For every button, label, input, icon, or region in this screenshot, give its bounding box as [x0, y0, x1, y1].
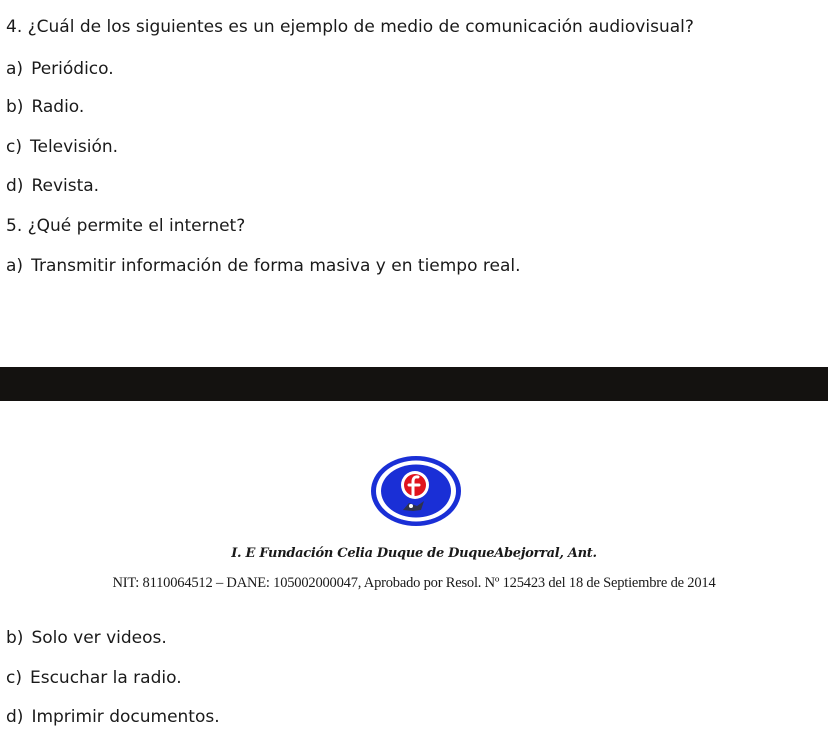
option-letter: d): [6, 707, 24, 727]
option-text: Televisión.: [29, 137, 119, 157]
option-text: Escuchar la radio.: [29, 668, 182, 688]
q4-option-c: [6, 136, 118, 158]
option-letter: d): [6, 176, 24, 196]
option-letter: c): [6, 137, 22, 157]
option-text: Solo ver videos.: [31, 628, 167, 648]
school-name: I. E Fundación Celia Duque de DuqueAbejorral, Ant.: [231, 546, 597, 561]
option-letter: b): [6, 628, 24, 648]
option-letter: a): [6, 256, 24, 276]
option-letter: b): [6, 97, 24, 117]
question-5: 5. ¿Qué permite el internet?: [6, 216, 246, 236]
option-text: Transmitir información de forma masiva y en tiempo real.: [31, 256, 521, 276]
school-nit-line: NIT: 8110064512 – DANE: 105002000047, Aprobado por Resol. Nº 125423 del 18 de Septiembre de 2014: [112, 575, 716, 591]
school-logo-icon: [369, 454, 463, 530]
q5-option-c: [6, 667, 182, 689]
q5-option-a: [6, 255, 521, 277]
q5-option-d: [6, 706, 220, 728]
page-divider-band: [0, 367, 828, 401]
option-letter: a): [6, 59, 24, 79]
q4-option-d: [6, 175, 99, 197]
option-text: Imprimir documentos.: [31, 707, 220, 727]
q4-option-a: [6, 58, 114, 80]
option-letter: c): [6, 668, 22, 688]
option-text: Radio.: [31, 97, 85, 117]
q4-option-b: [6, 96, 84, 118]
option-text: Revista.: [31, 176, 100, 196]
question-4: 4. ¿Cuál de los siguientes es un ejemplo de medio de comunicación audiovisual?: [6, 17, 694, 37]
option-text: Periódico.: [31, 59, 114, 79]
q5-option-b: [6, 627, 167, 649]
